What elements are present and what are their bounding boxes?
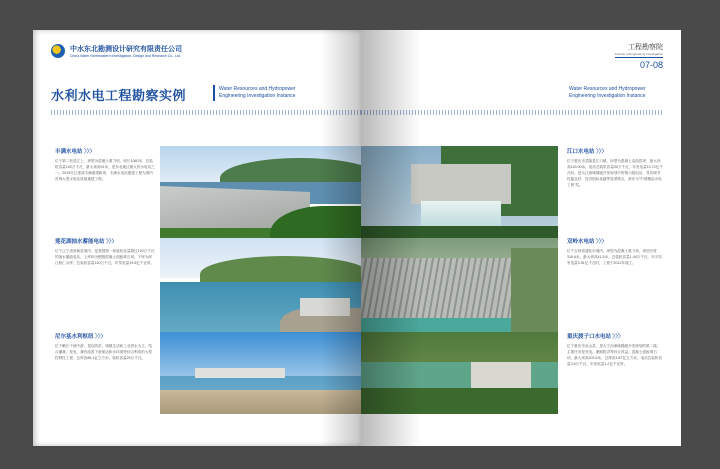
project-description: 位于吉林省通化市境内，坝型为混凝土重力坝，坝顶长度316.6米，最大坝高41.5米，总装机容量1.44万千瓦，年平均发电量0.51亿千瓦时，工程于2012年竣工。: [567, 249, 662, 265]
page-title: 水利水电工程勘察实例: [51, 88, 187, 103]
decorative-stripe: [51, 110, 361, 115]
project-heading: 丰满水电站 〉〉〉: [55, 149, 96, 155]
company-name: 中水东北勘测设计研究有限责任公司: [70, 46, 182, 53]
institute-brand: [615, 42, 663, 70]
page-numbers: 07-08: [639, 60, 663, 70]
institute-name-en: Institute of Engineering Investigation: [614, 52, 663, 56]
page-title-en-right: Water Resources and Hydropower Engineering Investigation Instance: [569, 86, 646, 99]
project-heading: 莲花湖抽水蓄能电站 〉〉〉: [55, 239, 118, 245]
company-name-en: China Water Northeastern Investigation, Design and Research Co., Ltd.: [70, 54, 181, 58]
company-logo: [51, 44, 182, 58]
title-divider: [213, 85, 215, 101]
project-description: 位于重庆市巫山县，是大宁河流域梯级开发规划的第二级，主要任务是发电，兼顾防洪等综合效益。混凝土面板堆石坝，最大坝高103.5米，总库容1.87亿立方米，电站总装机容量3.6万千瓦，年发电量1.2亿千瓦时。: [567, 344, 663, 366]
company-emblem-icon: [51, 44, 65, 58]
project-heading: 江口水电站 〉〉〉: [567, 149, 608, 155]
project-heading: 双岭水电站 〉〉〉: [567, 239, 608, 245]
project-description: 位于嫩江干流中游，是以防洪、城镇生活和工业供水为主，结合灌溉、发电，兼有改善下游航运和水环境等综合利用的大型控制性工程，总库容86.1亿立方米，装机容量25万千瓦。: [55, 344, 153, 360]
project-heading: 尼尔基水利枢纽 〉〉〉: [55, 334, 107, 340]
project-description: 位于辽宁省宽甸县境内，是我国第一座装机容量超过120万千瓦的抽水蓄能电站，上库坝为钢筋混凝土面板堆石坝，下库为浑江桓仁水库，总装机容量120万千瓦，年发电量19.5亿千瓦时。: [55, 249, 155, 265]
institute-name: 工程勘察院: [628, 44, 663, 51]
page-title-en: Water Resources and Hydropower Engineering Investigation Instance: [219, 86, 296, 99]
project-description: 位于第二松花江上，坝型为混凝土重力坝，坝长1080米，总装机容量100万千瓦，最大坝高91米，是东北地区最大的水电站之一。2019年已建成丰满重建新坝，丰满水电站重建工程为国内首例大型水电站原地重建工程。: [55, 159, 155, 181]
right-page: [361, 30, 681, 446]
left-page: [33, 30, 361, 446]
project-heading: 重庆渡子口水电站 〉〉〉: [567, 334, 624, 340]
project-description: 位于重庆市武隆县江口镇，坝型为混凝土双曲拱坝，最大坝高140.00米，电站总装机容量30万千瓦，年发电量10.72亿千瓦时。是乌江流域梯级开发规划中的第六级电站，具有调节性能良好、经济指标优越等显著特点，被评为"中国精品水电工程"奖。: [567, 159, 663, 187]
